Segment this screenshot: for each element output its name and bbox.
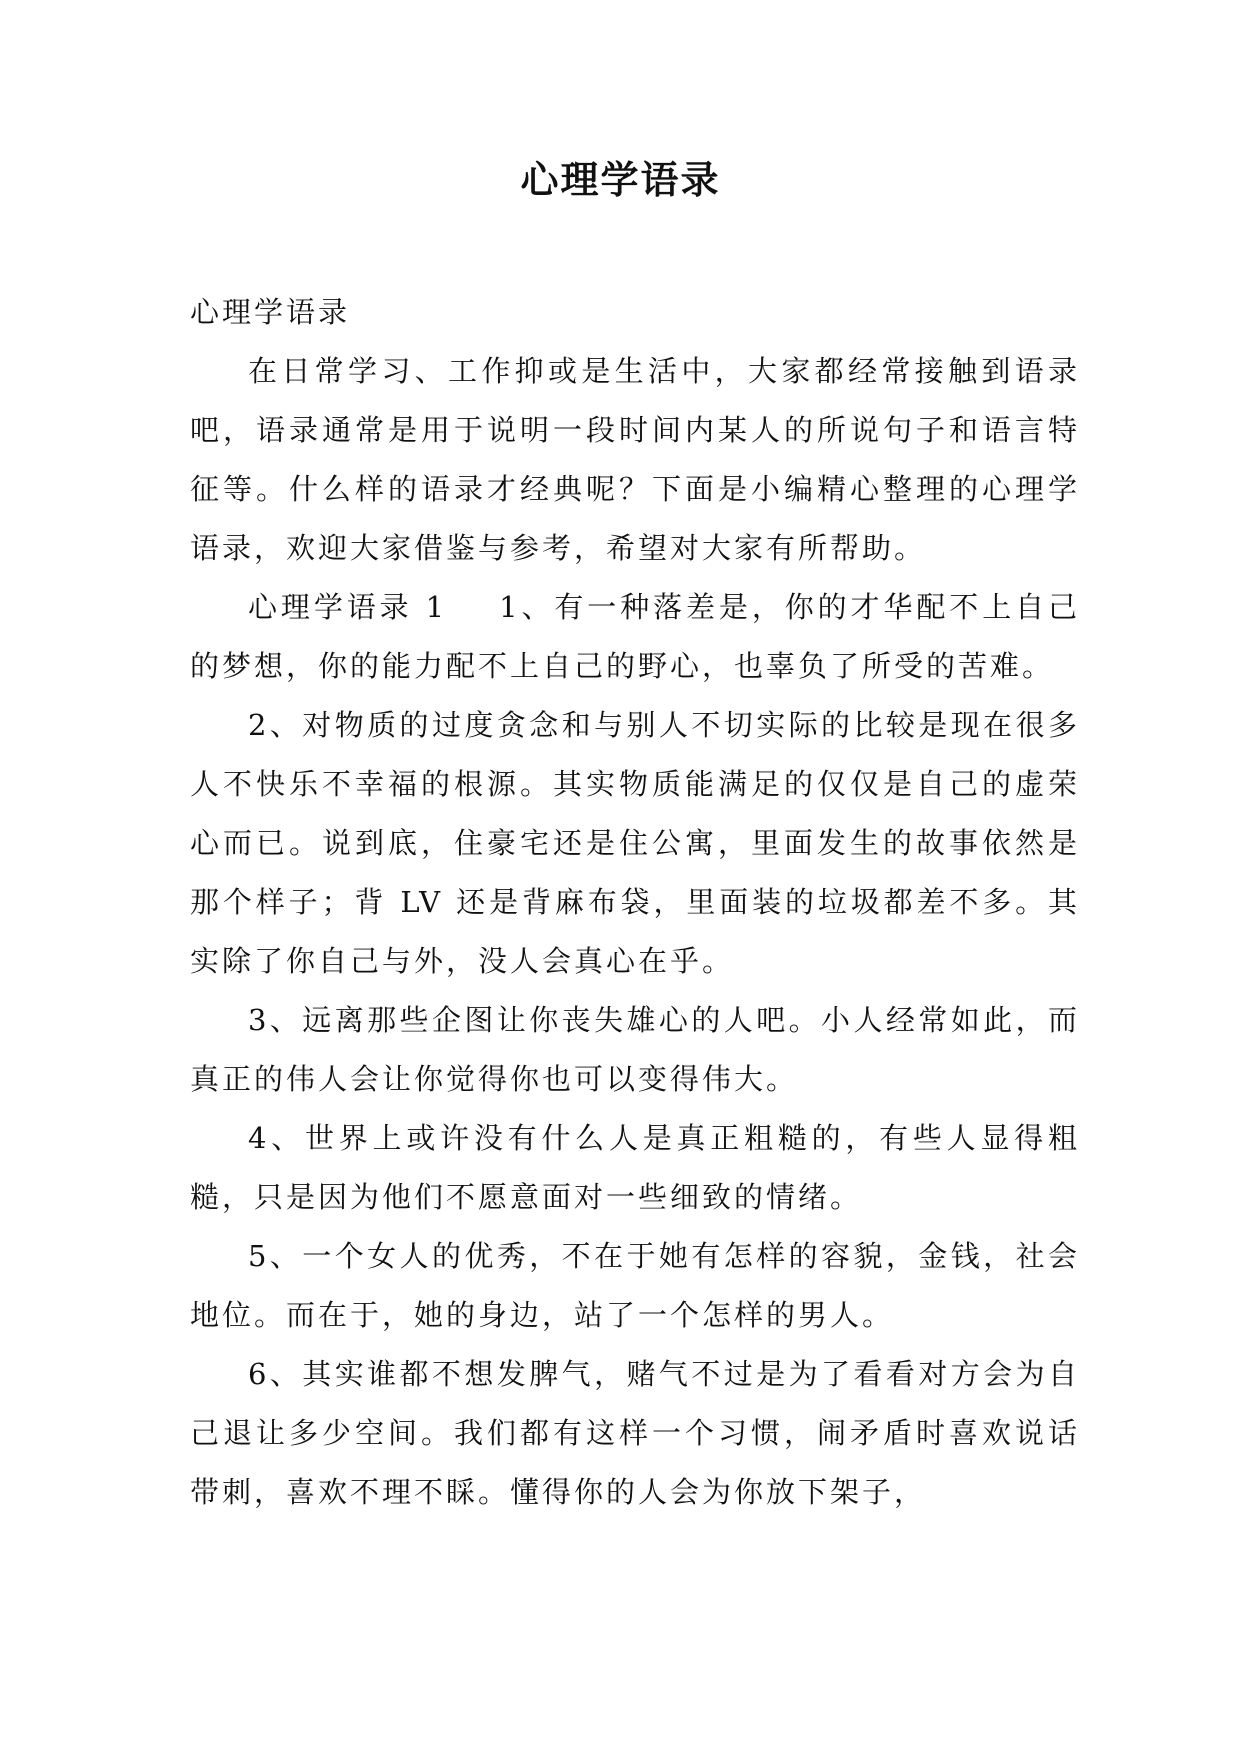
quote-1: 1、有一种落差是，你的才华配不上自己的梦想，你的能力配不上自己的野心，也辜负了所受的苦难。 bbox=[190, 590, 1081, 683]
quote-5: 5、一个女人的优秀，不在于她有怎样的容貌，金钱，社会地位。而在于，她的身边，站了一个怎样的男人。 bbox=[190, 1239, 1080, 1332]
quote-3: 3、远离那些企图让你丧失雄心的人吧。小人经常如此，而真正的伟人会让你觉得你也可以变得伟大。 bbox=[190, 1003, 1080, 1096]
document-title: 心理学语录 bbox=[520, 157, 721, 202]
section-paragraph bbox=[190, 578, 1080, 696]
quote-6: 6、其实谁都不想发脾气，赌气不过是为了看看对方会为自己退让多少空间。我们都有这样一个习惯，闹矛盾时喜欢说话带刺，喜欢不理不睬。懂得你的人会为你放下架子， bbox=[190, 1357, 1080, 1509]
quote-2: 2、对物质的过度贪念和与别人不切实际的比较是现在很多人不快乐不幸福的根源。其实物质能满足的仅仅是自己的虚荣心而已。说到底，住豪宅还是住公寓，里面发生的故事依然是那个样子；背 LV 还是背麻布袋，里面装的垃圾都差不多。其实除了你自己与外，没人会真心在乎。 bbox=[190, 708, 1080, 978]
document-body bbox=[190, 283, 1080, 1522]
document-subtitle: 心理学语录 bbox=[190, 295, 351, 329]
intro-paragraph: 在日常学习、工作抑或是生活中，大家都经常接触到语录吧，语录通常是用于说明一段时间内某人的所说句子和语言特征等。什么样的语录才经典呢？下面是小编精心整理的心理学语录，欢迎大家借鉴与参考，希望对大家有所帮助。 bbox=[190, 354, 1080, 565]
section-heading: 心理学语录 1 bbox=[248, 590, 448, 624]
quote-4: 4、世界上或许没有什么人是真正粗糙的，有些人显得粗糙，只是因为他们不愿意面对一些细致的情绪。 bbox=[190, 1121, 1080, 1214]
